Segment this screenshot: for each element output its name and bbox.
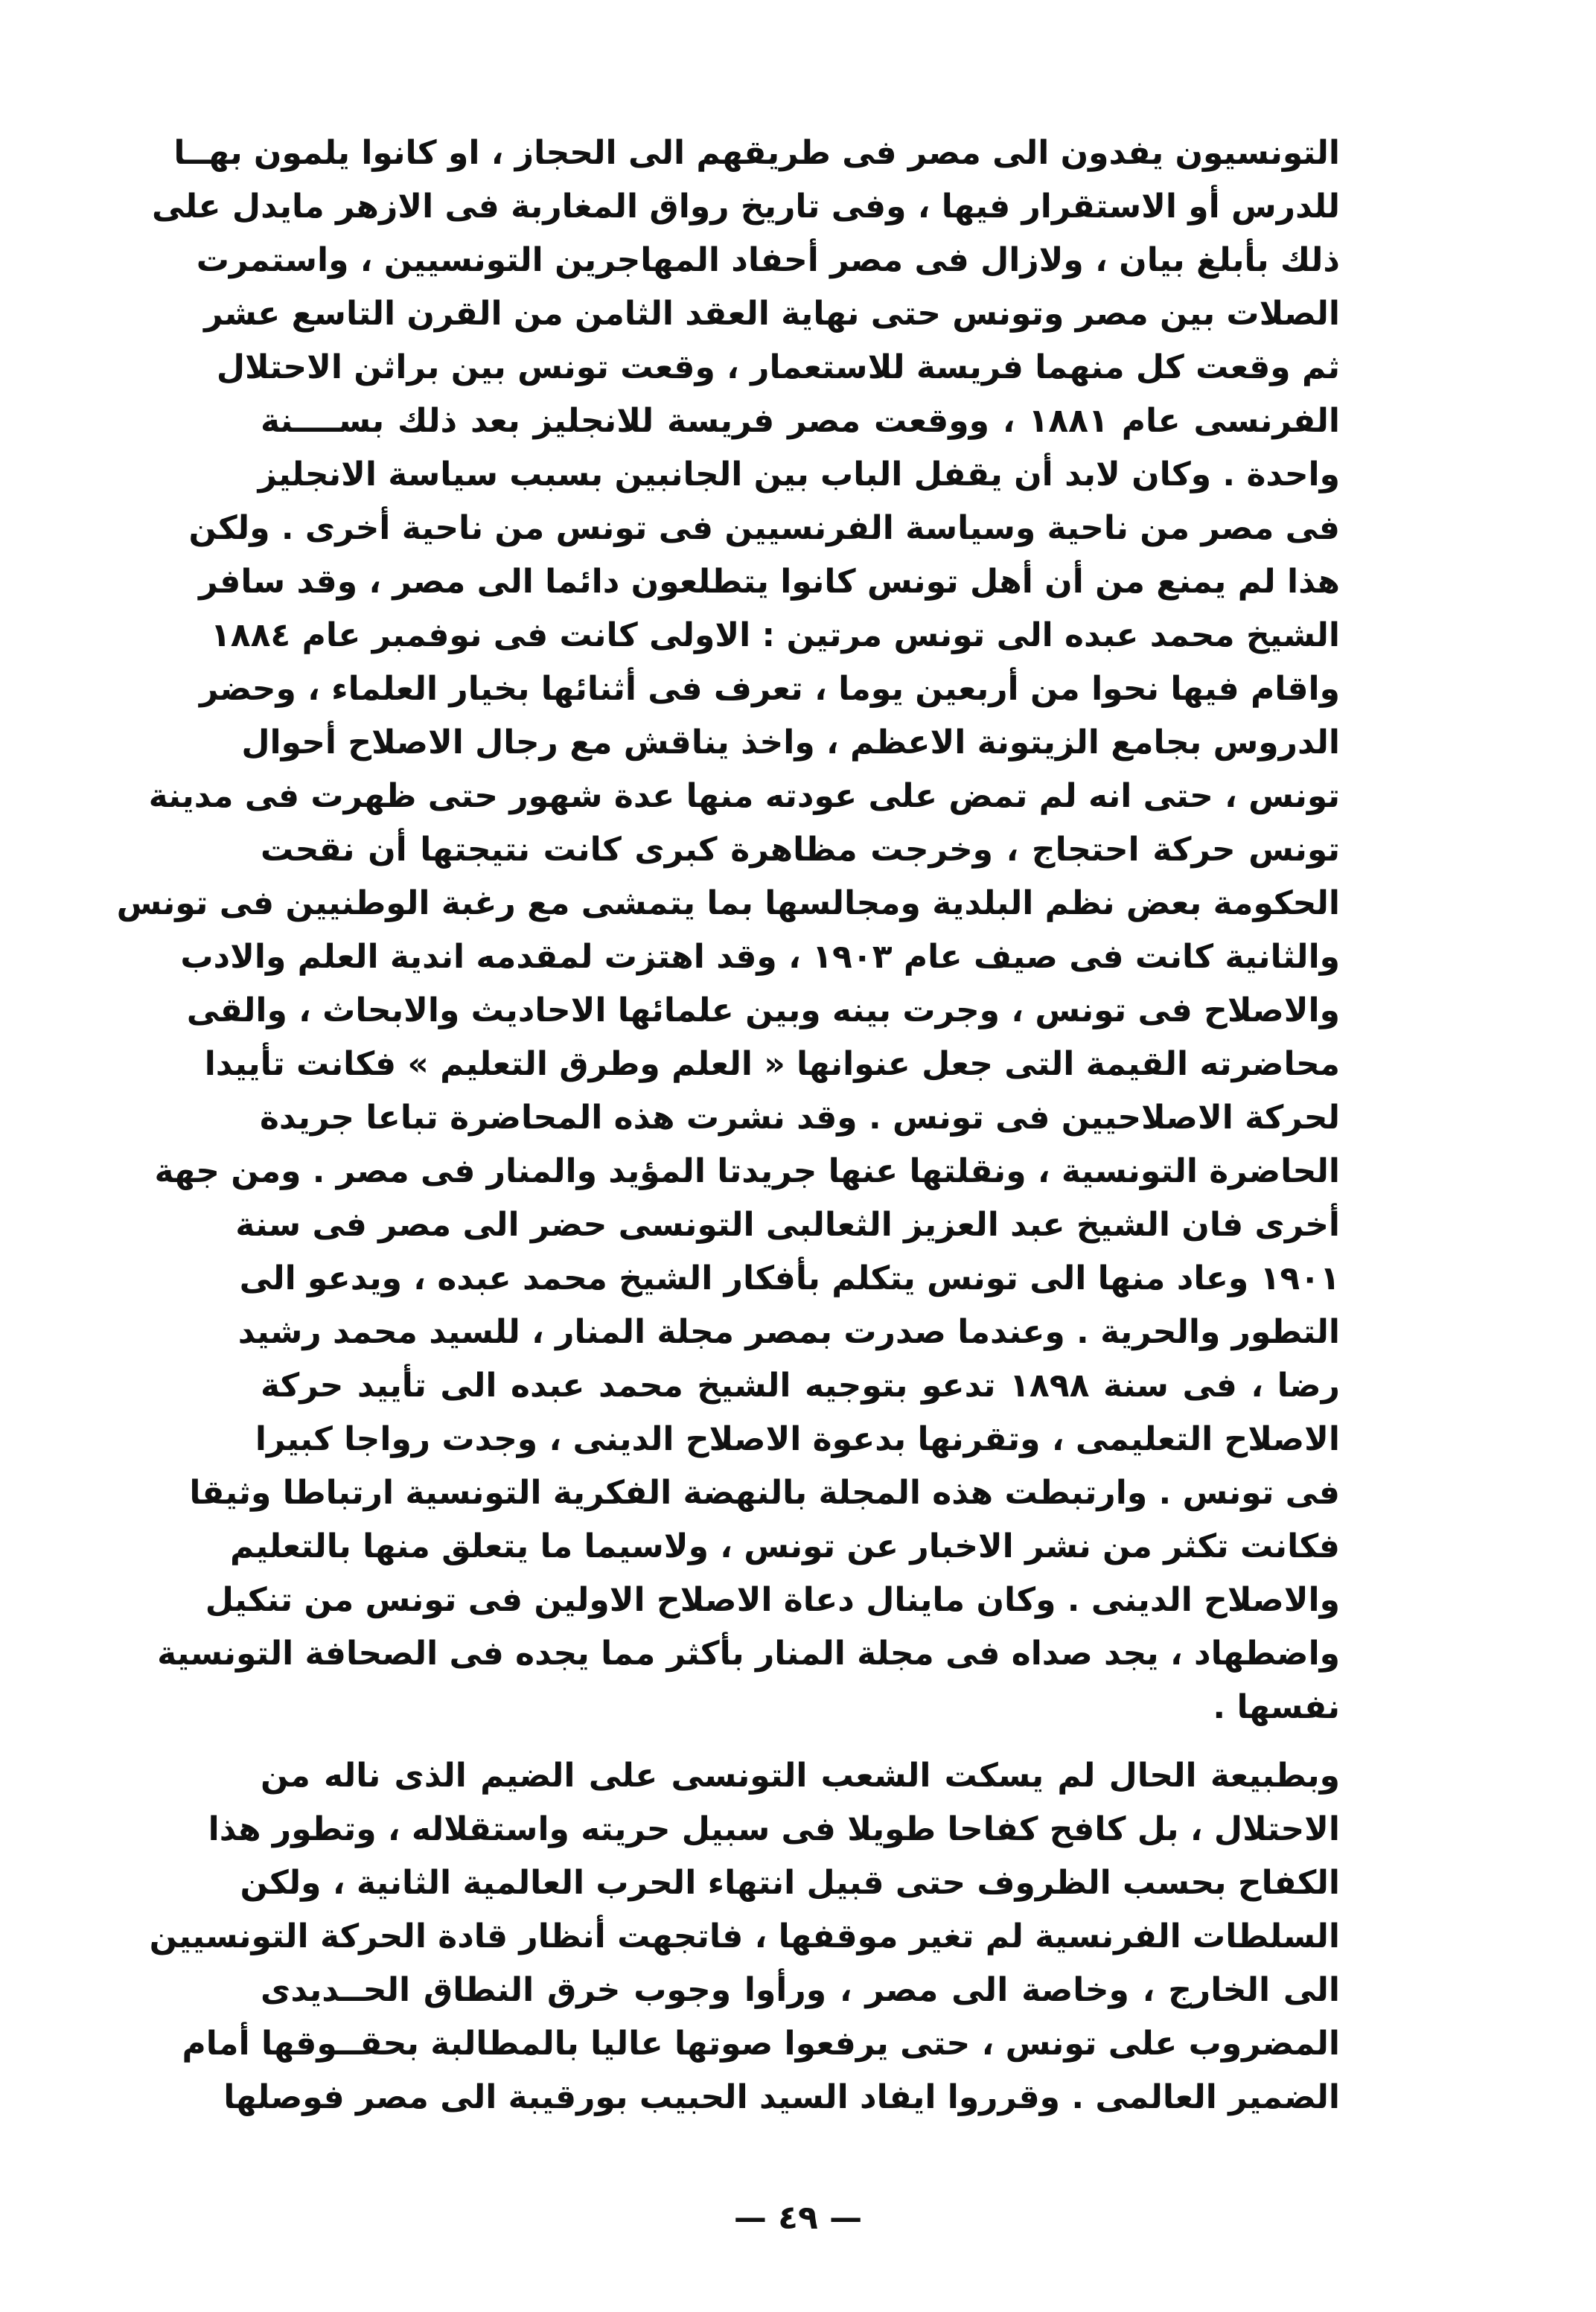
text-line: الضمير العالمى . وقرروا ايفاد السيد الحبيب بورقيبة الى مصر فوصلها: [223, 2078, 1340, 2116]
text-line: ١٩٠١ وعاد منها الى تونس يتكلم بأفكار الشيخ محمد عبده ، ويدعو الى: [239, 1259, 1340, 1297]
text-line: الحاضرة التونسية ، ونقلتها عنها جريدتا المؤيد والمنار فى مصر . ومن جهة: [154, 1152, 1340, 1190]
text-line: واقام فيها نحوا من أربعين يوما ، تعرف فى أثنائها بخيار العلماء ، وحضر: [200, 670, 1340, 708]
text-line: الاصلاح التعليمى ، وتقرنها بدعوة الاصلاح الدينى ، وجدت رواجا كبيرا: [255, 1420, 1340, 1458]
text-line: ذلك بأبلغ بيان ، ولازال فى مصر أحفاد المهاجرين التونسيين ، واستمرت: [196, 241, 1340, 279]
text-line: تونس حركة احتجاج ، وخرجت مظاهرة كبرى كانت نتيجتها أن نقحت: [261, 831, 1340, 869]
text-line: تونس ، حتى انه لم تمض على عودته منها عدة شهور حتى ظهرت فى مدينة: [148, 777, 1340, 815]
text-line: واضطهاد ، يجد صداه فى مجلة المنار بأكثر مما يجده فى الصحافة التونسية: [157, 1635, 1340, 1673]
text-line: الحكومة بعض نظم البلدية ومجالسها بما يتمشى مع رغبة الوطنيين فى تونس: [116, 884, 1340, 922]
text-line: المضروب على تونس ، حتى يرفعوا صوتها عاليا بالمطالبة بحقــوقها أمام: [182, 2025, 1340, 2063]
text-line: محاضرته القيمة التى جعل عنوانها « العلم وطرق التعليم » فكانت تأييدا: [204, 1045, 1340, 1083]
text-line: الدروس بجامع الزيتونة الاعظم ، واخذ يناقش مع رجال الاصلاح أحوال: [241, 724, 1340, 761]
text-line: والثانية كانت فى صيف عام ١٩٠٣ ، وقد اهتزت لمقدمه اندية العلم والادب: [180, 938, 1340, 976]
text-line: الفرنسى عام ١٨٨١ ، ووقعت مصر فريسة للانجليز بعد ذلك بســــنة: [261, 402, 1340, 440]
text-line: الكفاح بحسب الظروف حتى قبيل انتهاء الحرب العالمية الثانية ، ولكن: [240, 1864, 1340, 1902]
text-line: وبطبيعة الحال لم يسكت الشعب التونسى على الضيم الذى ناله من: [261, 1757, 1340, 1795]
text-line: والاصلاح الدينى . وكان ماينال دعاة الاصلاح الاولين فى تونس من تنكيل: [205, 1581, 1340, 1619]
paragraph-2: [149, 1749, 1340, 2124]
text-line: واحدة . وكان لابد أن يقفل الباب بين الجانبين بسبب سياسة الانجليز: [258, 456, 1340, 494]
text-line: السلطات الفرنسية لم تغير موقفها ، فاتجهت أنظار قادة الحركة التونسيين: [149, 1917, 1340, 1955]
text-line: للدرس أو الاستقرار فيها ، وفى تاريخ رواق المغاربة فى الازهر مايدل على: [152, 188, 1340, 226]
text-line: الصلات بين مصر وتونس حتى نهاية العقد الثامن من القرن التاسع عشر: [204, 295, 1340, 333]
text-line: رضا ، فى سنة ١٨٩٨ تدعو بتوجيه الشيخ محمد عبده الى تأييد حركة: [261, 1367, 1340, 1405]
text-line: لحركة الاصلاحيين فى تونس . وقد نشرت هذه المحاضرة تباعا جريدة: [259, 1099, 1340, 1137]
text-line: نفسها .: [1213, 1688, 1340, 1726]
text-line: الى الخارج ، وخاصة الى مصر ، ورأوا وجوب خرق النطاق الحــديدى: [261, 1971, 1340, 2009]
text-line: التونسيون يفدون الى مصر فى طريقهم الى الحجاز ، او كانوا يلمون بهــا: [173, 134, 1340, 172]
text-line: ثم وقعت كل منهما فريسة للاستعمار ، وقعت تونس بين براثن الاحتلال: [216, 348, 1340, 386]
paragraph-1: [116, 127, 1340, 1734]
page-number: — ٤٩ —: [733, 2199, 863, 2237]
text-line: التطور والحرية . وعندما صدرت بمصر مجلة المنار ، للسيد محمد رشيد: [237, 1313, 1340, 1351]
text-line: الشيخ محمد عبده الى تونس مرتين : الاولى كانت فى نوفمبر عام ١٨٨٤: [210, 616, 1340, 654]
text-line: فكانت تكثر من نشر الاخبار عن تونس ، ولاسيما ما يتعلق منها بالتعليم: [230, 1527, 1340, 1565]
text-line: أخرى فان الشيخ عبد العزيز الثعالبى التونسى حضر الى مصر فى سنة: [235, 1206, 1340, 1244]
text-line: هذا لم يمنع من أن أهل تونس كانوا يتطلعون دائما الى مصر ، وقد سافر: [199, 563, 1340, 601]
text-line: فى مصر من ناحية وسياسة الفرنسيين فى تونس من ناحية أخرى . ولكن: [188, 509, 1340, 547]
text-line: الاحتلال ، بل كافح كفاحا طويلا فى سبيل حريته واستقلاله ، وتطور هذا: [208, 1810, 1340, 1848]
text-line: والاصلاح فى تونس ، وجرت بينه وبين علمائها الاحاديث والابحاث ، والقى: [186, 991, 1340, 1029]
text-line: فى تونس . وارتبطت هذه المجلة بالنهضة الفكرية التونسية ارتباطا وثيقا: [189, 1474, 1340, 1512]
